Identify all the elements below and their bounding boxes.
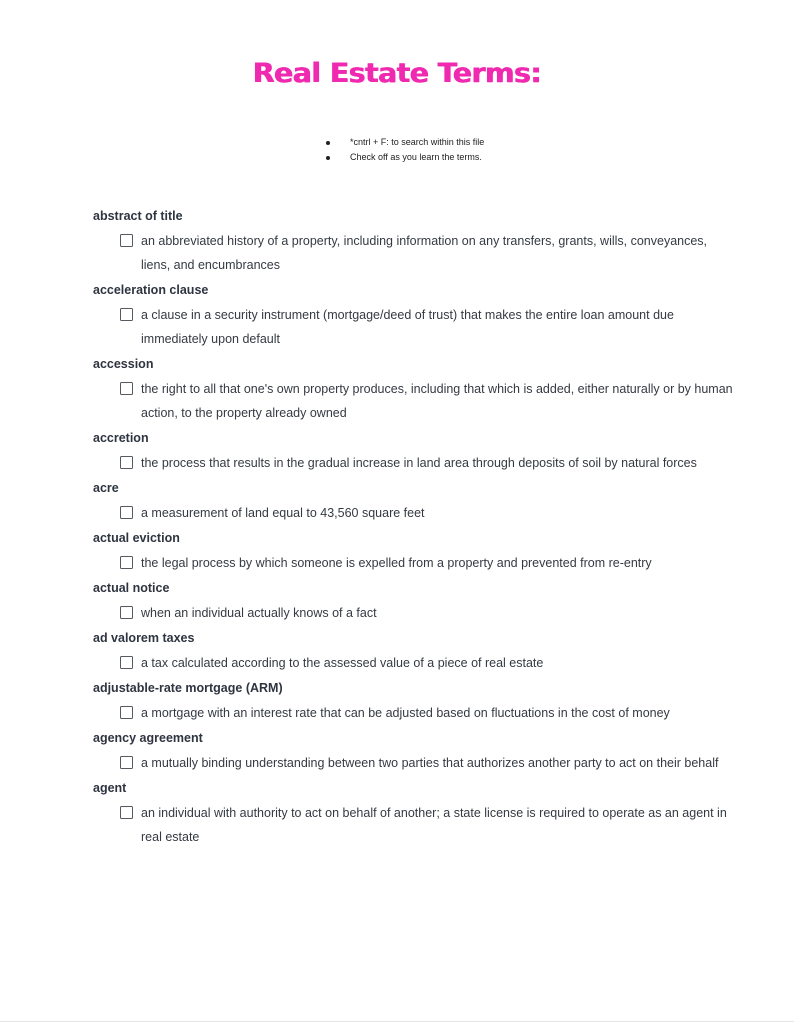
definition-item bbox=[93, 801, 733, 849]
term-heading: agent bbox=[93, 781, 127, 795]
definition-item bbox=[93, 377, 733, 425]
term-heading: accretion bbox=[93, 431, 149, 445]
definition-text: an abbreviated history of a property, including information on any transfers, grants, wills, conveyances, liens, and encumbrances bbox=[141, 234, 708, 272]
checkbox[interactable] bbox=[120, 382, 133, 395]
checkbox[interactable] bbox=[120, 656, 133, 669]
checkbox[interactable] bbox=[120, 506, 133, 519]
definition-item bbox=[93, 501, 733, 525]
term-heading: ad valorem taxes bbox=[93, 631, 195, 645]
checkbox[interactable] bbox=[120, 606, 133, 619]
term-heading: acceleration clause bbox=[93, 283, 209, 297]
definition-item bbox=[93, 451, 733, 475]
definition-text: when an individual actually knows of a fact bbox=[141, 606, 377, 620]
term-heading: acre bbox=[93, 481, 119, 495]
checkbox[interactable] bbox=[120, 806, 133, 819]
checkbox[interactable] bbox=[120, 756, 133, 769]
term-heading: accession bbox=[93, 357, 154, 371]
instructions-list bbox=[326, 135, 484, 165]
instruction-item: *cntrl + F: to search within this file bbox=[326, 135, 484, 150]
definition-text: a measurement of land equal to 43,560 square feet bbox=[141, 506, 425, 520]
definition-item bbox=[93, 229, 733, 277]
definition-item bbox=[93, 601, 733, 625]
definition-item bbox=[93, 303, 733, 351]
definition-text: a clause in a security instrument (mortgage/deed of trust) that makes the entire loan amount due immediately upon default bbox=[141, 308, 674, 346]
definition-text: an individual with authority to act on behalf of another; a state license is required to operate as an agent in real estate bbox=[141, 806, 727, 844]
definition-text: the process that results in the gradual increase in land area through deposits of soil by natural forces bbox=[141, 456, 697, 470]
term-heading: adjustable-rate mortgage (ARM) bbox=[93, 681, 283, 695]
definition-text: a tax calculated according to the assessed value of a piece of real estate bbox=[141, 656, 544, 670]
definition-text: a mortgage with an interest rate that can be adjusted based on fluctuations in the cost of money bbox=[141, 706, 670, 720]
term-heading: actual eviction bbox=[93, 531, 180, 545]
checkbox[interactable] bbox=[120, 456, 133, 469]
glossary bbox=[93, 204, 733, 850]
instruction-item: Check off as you learn the terms. bbox=[326, 150, 484, 165]
page-title: Real Estate Terms: bbox=[252, 58, 542, 89]
definition-item bbox=[93, 651, 733, 675]
term-heading: agency agreement bbox=[93, 731, 203, 745]
checkbox[interactable] bbox=[120, 556, 133, 569]
definition-text: a mutually binding understanding between two parties that authorizes another party to act on their behalf bbox=[141, 756, 719, 770]
definition-item bbox=[93, 701, 733, 725]
checkbox[interactable] bbox=[120, 234, 133, 247]
term-heading: actual notice bbox=[93, 581, 170, 595]
checkbox[interactable] bbox=[120, 706, 133, 719]
checkbox[interactable] bbox=[120, 308, 133, 321]
definition-item bbox=[93, 751, 733, 775]
term-heading: abstract of title bbox=[93, 209, 183, 223]
definition-text: the right to all that one's own property produces, including that which is added, either naturally or by human action, to the property already owned bbox=[141, 382, 733, 420]
definition-text: the legal process by which someone is expelled from a property and prevented from re-entry bbox=[141, 556, 652, 570]
definition-item bbox=[93, 551, 733, 575]
